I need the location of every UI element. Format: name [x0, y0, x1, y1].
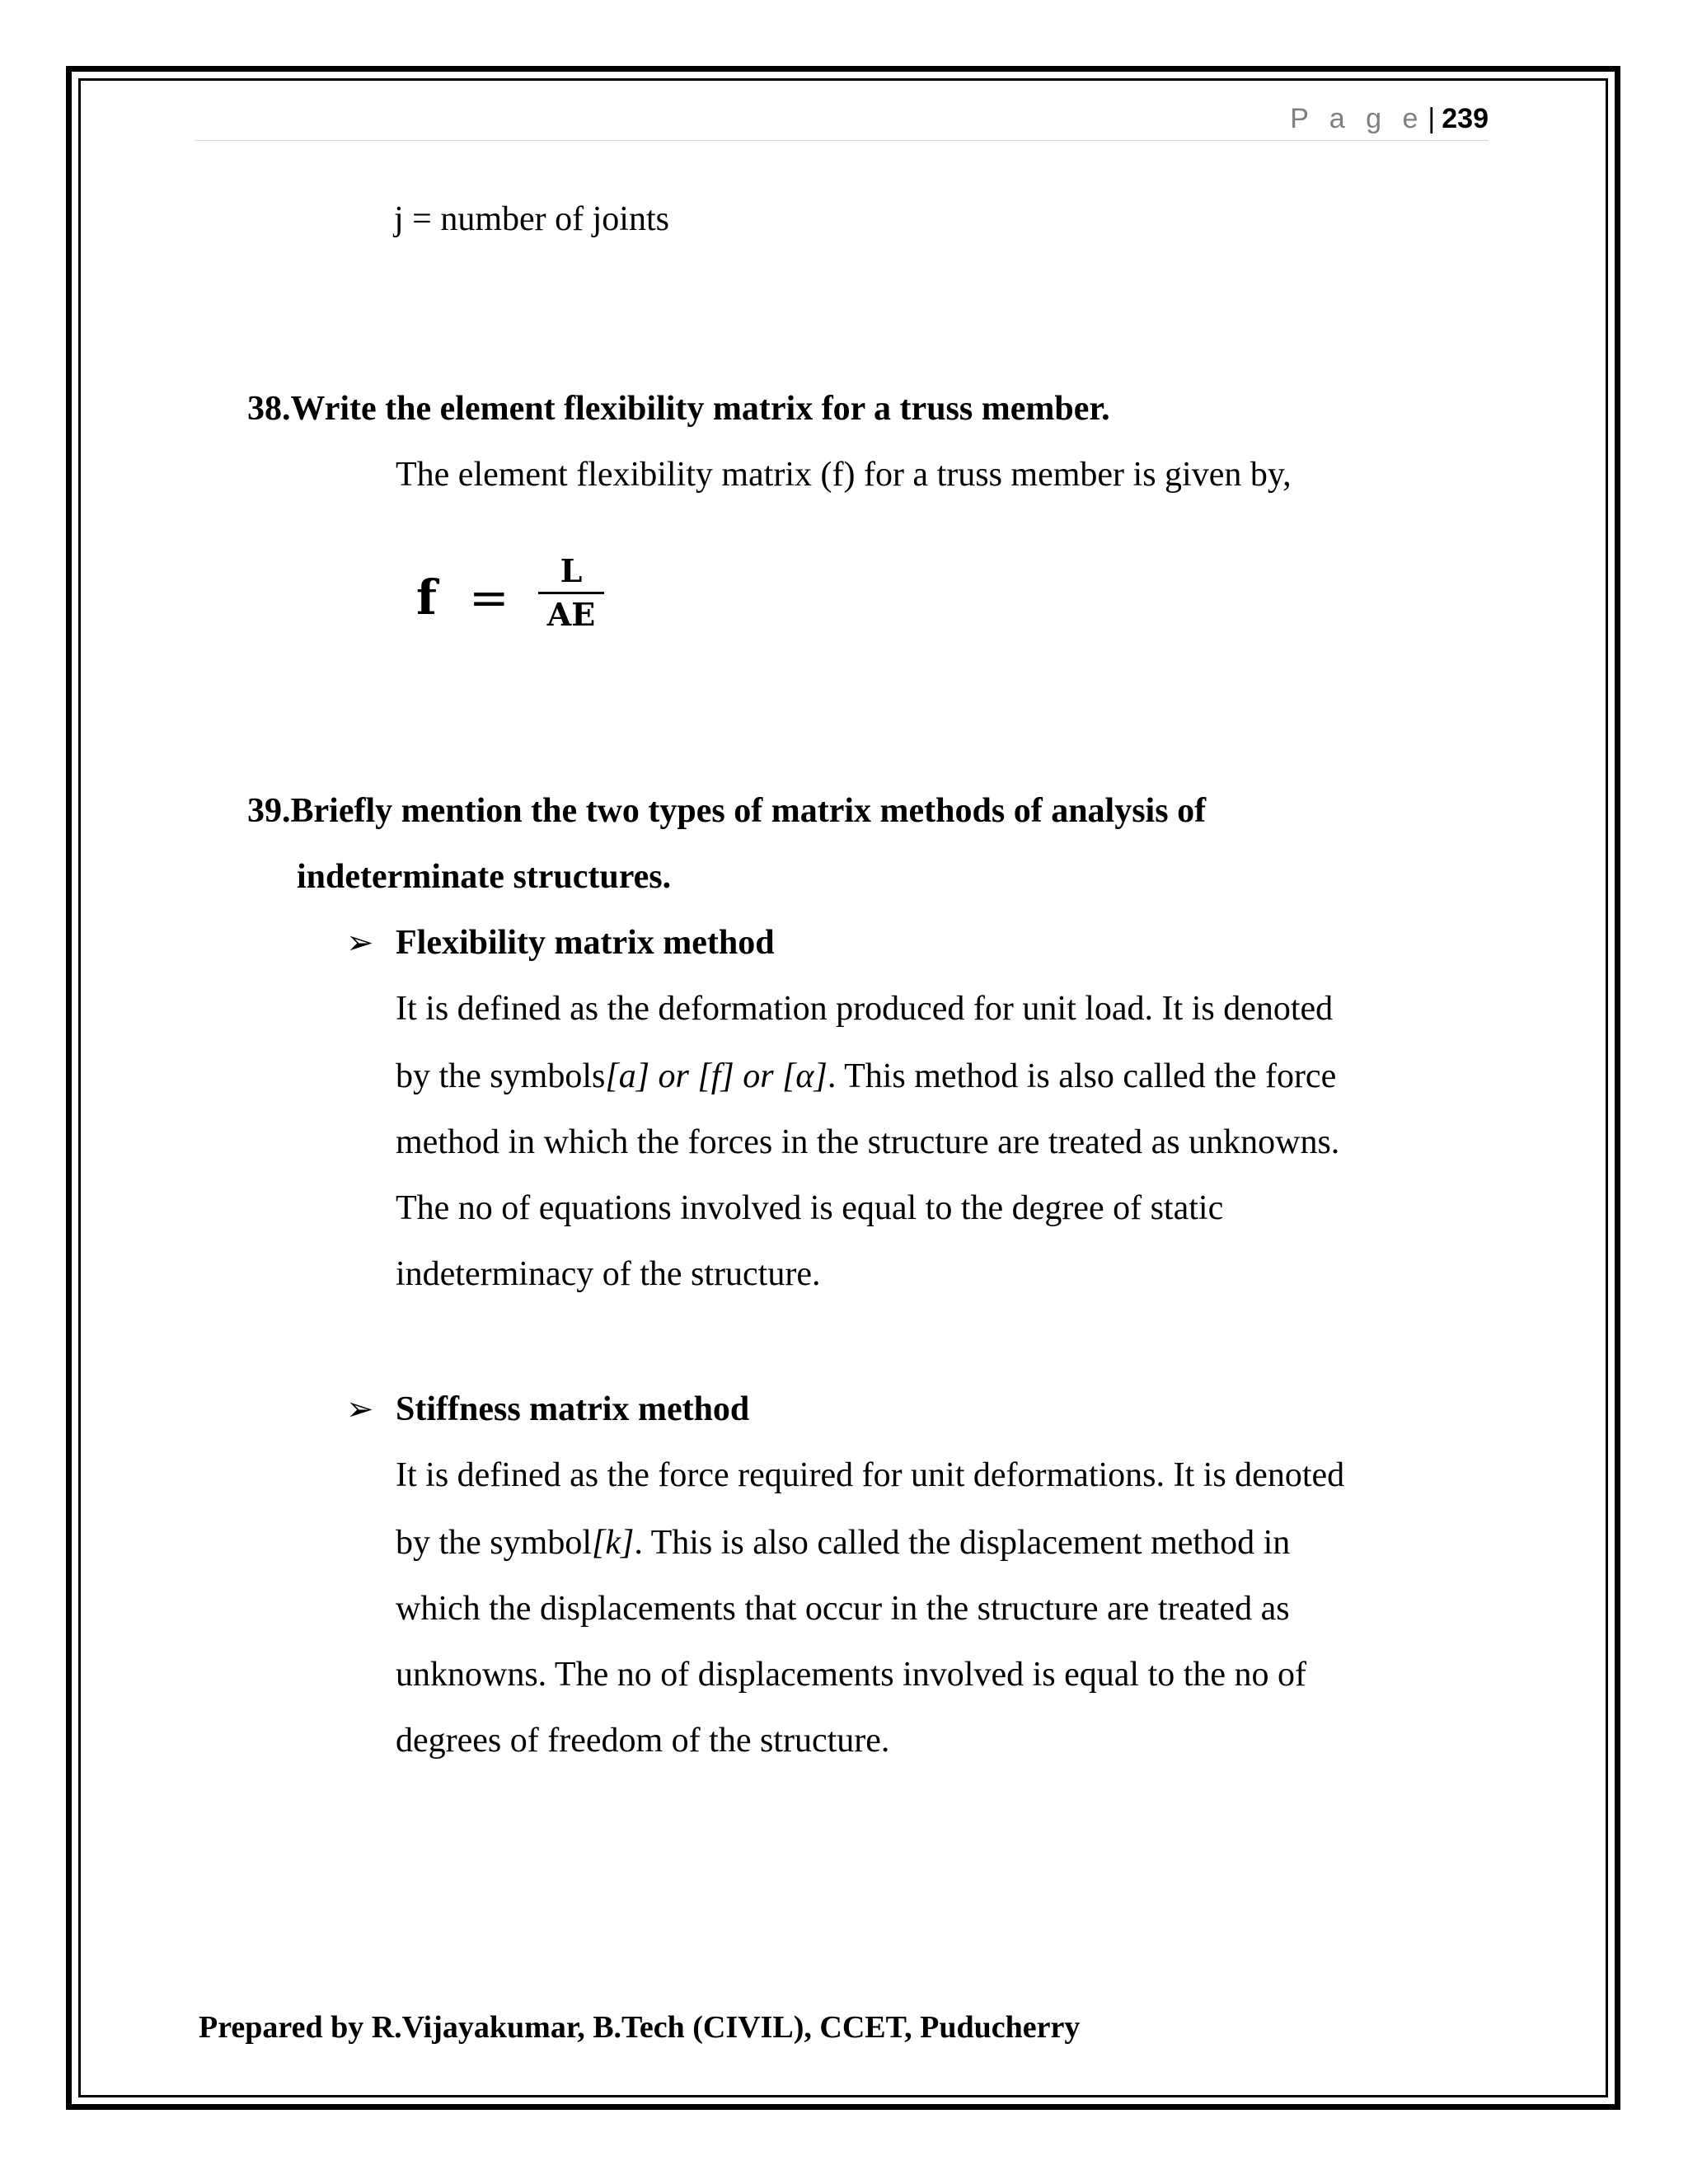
page-number: 239: [1442, 103, 1489, 134]
stiffness-symbol: [k]: [592, 1524, 635, 1562]
stiffness-heading: Stiffness matrix method: [396, 1390, 750, 1428]
formula-denominator: AE: [546, 596, 596, 633]
formula-lhs: f: [416, 569, 437, 626]
question-38-number: 38.: [247, 390, 291, 428]
flexibility-line5: indeterminacy of the structure.: [396, 1255, 821, 1293]
page-separator: |: [1428, 103, 1436, 134]
question-38-text: Write the element flexibility matrix for a truss member.: [290, 390, 1110, 428]
flexibility-line2-a: by the symbols: [396, 1057, 606, 1095]
flexibility-heading: Flexibility matrix method: [396, 924, 775, 962]
flexibility-symbols: [a] or [f] or [α]: [605, 1057, 828, 1095]
flexibility-line4: The no of equations involved is equal to the degree of static: [396, 1189, 1224, 1227]
page-footer: Prepared by R.Vijayakumar, B.Tech (CIVIL), CCET, Puducherry: [199, 2010, 1081, 2045]
question-38-answer: The element flexibility matrix (f) for a truss member is given by,: [396, 456, 1292, 494]
intro-line: j = number of joints: [394, 200, 669, 238]
page-header: [195, 97, 1489, 141]
stiffness-line1: It is defined as the force required for unit deformations. It is denoted: [396, 1456, 1345, 1494]
question-39-title-line2: indeterminate structures.: [297, 858, 672, 896]
arrow-bullet-icon: ➢: [346, 1390, 374, 1428]
formula-fraction: [538, 552, 604, 634]
stiffness-line2-a: by the symbol: [396, 1524, 592, 1562]
page-label: P a g e: [1290, 103, 1425, 134]
flexibility-line1: It is defined as the deformation produced for unit load. It is denoted: [396, 990, 1334, 1028]
question-39-number: 39.: [247, 792, 291, 830]
fraction-bar: [538, 592, 604, 594]
flexibility-line3: method in which the forces in the structure are treated as unknowns.: [396, 1123, 1340, 1161]
question-39-title-line1: [247, 788, 1206, 834]
stiffness-line2: [396, 1520, 1290, 1566]
flexibility-line2: [396, 1053, 1336, 1099]
stiffness-line4: unknowns. The no of displacements involved is equal to the no of: [396, 1656, 1307, 1694]
arrow-bullet-icon: ➢: [346, 924, 374, 962]
stiffness-line5: degrees of freedom of the structure.: [396, 1722, 890, 1760]
question-38-title: [247, 386, 1110, 432]
formula-numerator: L: [560, 552, 583, 589]
flexibility-line2-b: . This method is also called the force: [827, 1057, 1337, 1095]
formula-equals: =: [469, 569, 509, 626]
stiffness-line3: which the displacements that occur in the structure are treated as: [396, 1590, 1290, 1628]
stiffness-line2-b: . This is also called the displacement method in: [634, 1524, 1291, 1562]
question-39-text: Briefly mention the two types of matrix methods of analysis of: [290, 792, 1207, 830]
